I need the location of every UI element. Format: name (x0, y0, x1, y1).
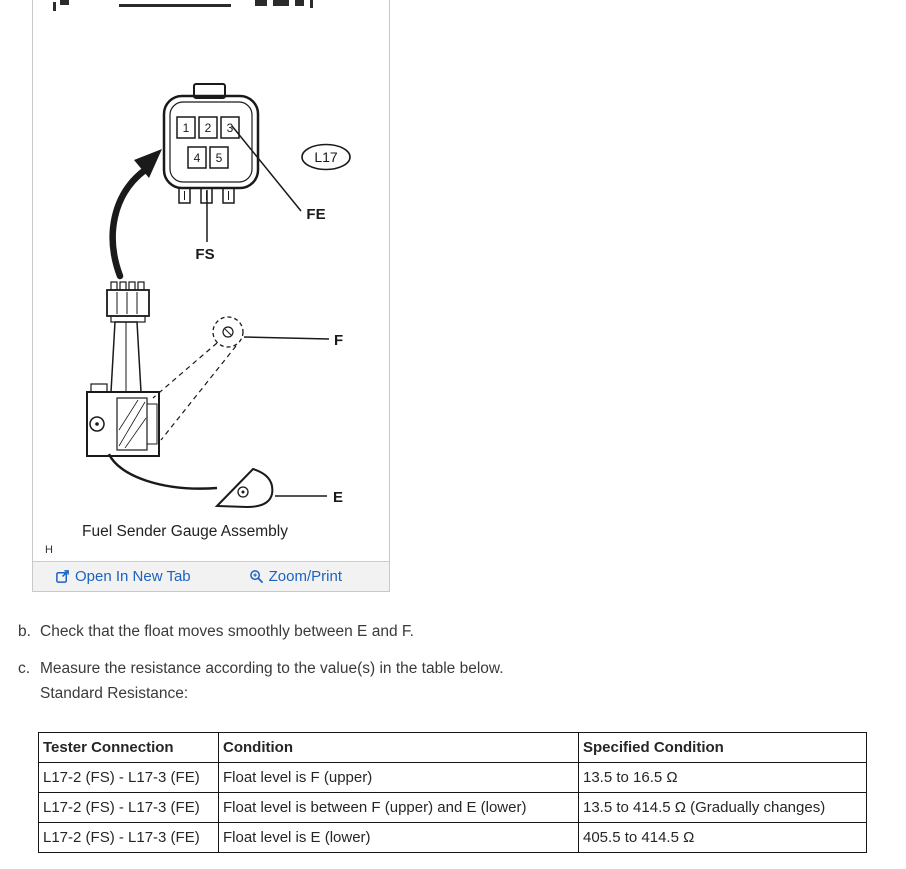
figure-page-marker: H (45, 544, 53, 556)
cell-specified-condition: 13.5 to 16.5 Ω (579, 763, 867, 793)
truncated-content-fragment (33, 0, 389, 13)
cell-condition: Float level is E (lower) (219, 823, 579, 853)
step-c-marker: c. (18, 660, 31, 677)
pin-4-number: 4 (193, 151, 201, 165)
resistance-table (38, 732, 867, 853)
header-specified-condition: Specified Condition (579, 733, 867, 763)
e-label: E (333, 489, 344, 506)
pin-1-number: 1 (182, 121, 190, 135)
table-row (39, 763, 867, 793)
standard-resistance-label: Standard Resistance: (40, 685, 189, 702)
cell-condition: Float level is between F (upper) and E (lower) (219, 793, 579, 823)
open-in-new-tab-label: Open In New Tab (75, 568, 191, 585)
table-header-row (39, 733, 867, 763)
cell-tester-connection: L17-2 (FS) - L17-3 (FE) (39, 823, 219, 853)
figure-caption: Fuel Sender Gauge Assembly (82, 523, 288, 540)
cell-specified-condition: 13.5 to 414.5 Ω (Gradually changes) (579, 793, 867, 823)
header-condition: Condition (219, 733, 579, 763)
cell-tester-connection: L17-2 (FS) - L17-3 (FE) (39, 793, 219, 823)
open-in-new-tab-link[interactable] (55, 568, 191, 585)
table-row (39, 793, 867, 823)
header-tester-connection: Tester Connection (39, 733, 219, 763)
step-c-text: Measure the resistance according to the value(s) in the table below. (40, 660, 504, 677)
fs-label: FS (195, 246, 215, 263)
step-b-text: Check that the float moves smoothly between E and F. (40, 623, 414, 640)
table-row (39, 823, 867, 853)
connector-face (164, 84, 258, 203)
fe-leader-line (232, 126, 301, 211)
fuel-sender-illustration (33, 14, 388, 560)
cell-tester-connection: L17-2 (FS) - L17-3 (FE) (39, 763, 219, 793)
cell-specified-condition: 405.5 to 414.5 Ω (579, 823, 867, 853)
float-position-f-marker (153, 317, 243, 440)
f-label: F (334, 332, 344, 349)
figure-panel (32, 0, 390, 592)
open-in-new-icon (55, 569, 70, 584)
step-b-marker: b. (18, 623, 31, 640)
zoom-icon (249, 569, 264, 584)
cell-condition: Float level is F (upper) (219, 763, 579, 793)
zoom-print-label: Zoom/Print (268, 568, 342, 585)
zoom-print-link[interactable] (249, 568, 342, 585)
connector-id-label: L17 (314, 149, 338, 165)
figure-panel-footer (33, 561, 389, 591)
float-and-arm (109, 454, 272, 507)
sender-body (87, 384, 159, 456)
curved-arrow-icon (113, 149, 162, 276)
pin-2-number: 2 (204, 121, 212, 135)
sender-connector-plug (107, 282, 149, 392)
fe-label: FE (306, 206, 326, 223)
pin-3-number: 3 (226, 121, 234, 135)
pin-5-number: 5 (215, 151, 223, 165)
f-leader-line (244, 337, 329, 339)
